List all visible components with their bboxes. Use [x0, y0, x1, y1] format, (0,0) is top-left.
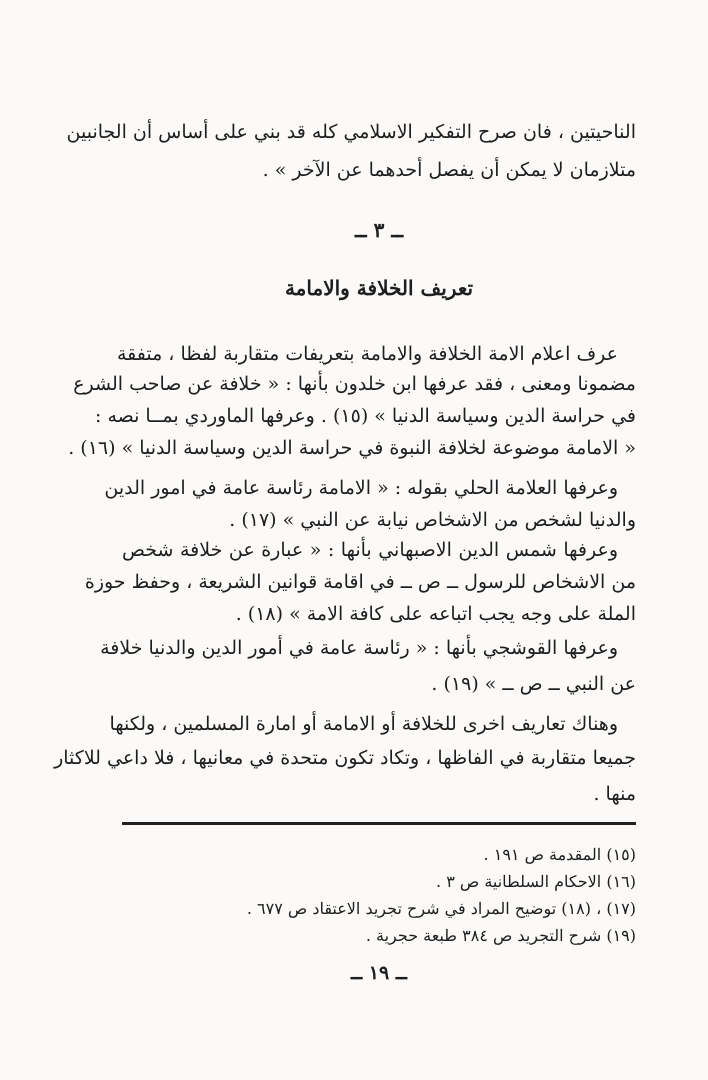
text-line: جميعا متقاربة في الفاظها ، وتكاد تكون متحدة في معانيها ، فلا داعي للاكثار — [54, 747, 636, 769]
text-line: والدنيا لشخص من الاشخاص نيابة عن النبي » (١٧) . — [229, 509, 636, 531]
text-line: في حراسة الدين وسياسة الدنيا » (١٥) . وعرفها الماوردي بمــا نصه : — [95, 405, 636, 427]
text-line: منها . — [593, 783, 636, 805]
text-line: « الامامة موضوعة لخلافة النبوة في حراسة الدين وسياسة الدنيا » (١٦) . — [68, 437, 636, 459]
text-line: وعرفها القوشجي بأنها : « رئاسة عامة في أمور الدين والدنيا خلافة — [100, 637, 618, 659]
text-line: وعرفها العلامة الحلي بقوله : « الامامة رئاسة عامة في امور الدين — [104, 477, 618, 499]
footnote-separator — [122, 822, 636, 825]
text-line: من الاشخاص للرسول ــ ص ــ في اقامة قوانين الشريعة ، وحفظ حوزة — [84, 571, 636, 593]
text-line: وعرفها شمس الدين الاصبهاني بأنها : « عبارة عن خلافة شخص — [122, 539, 618, 561]
footnote: (١٦) الاحكام السلطانية ص ٣ . — [436, 872, 636, 891]
footnote: (١٧) ، (١٨) توضيح المراد في شرح تجريد الاعتقاد ص ٦٧٧ . — [246, 899, 636, 918]
section-number: ــ ٣ ــ — [354, 218, 404, 242]
text-line: متلازمان لا يمكن أن يفصل أحدهما عن الآخر » . — [262, 159, 636, 181]
text-line: عرف اعلام الامة الخلافة والامامة بتعريفات متقاربة لفظا ، متفقة — [116, 343, 618, 365]
text-line: الملة على وجه يجب اتباعه على كافة الامة » (١٨) . — [235, 603, 636, 625]
text-line: مضمونا ومعنى ، فقد عرفها ابن خلدون بأنها : « خلافة عن صاحب الشرع — [73, 373, 636, 395]
text-line: وهناك تعاريف اخرى للخلافة أو الامامة أو امارة المسلمين ، ولكنها — [109, 713, 618, 735]
text-line: الناحيتين ، فان صرح التفكير الاسلامي كله قد بني على أساس أن الجانبين — [66, 121, 636, 143]
section-title: تعريف الخلافة والامامة — [284, 276, 474, 300]
text-line: عن النبي ــ ص ــ » (١٩) . — [431, 673, 636, 695]
footnote: (١٩) شرح التجريد ص ٣٨٤ طبعة حجرية . — [365, 926, 636, 945]
page-number: ــ ١٩ ــ — [351, 962, 407, 984]
footnote: (١٥) المقدمة ص ١٩١ . — [483, 845, 636, 864]
